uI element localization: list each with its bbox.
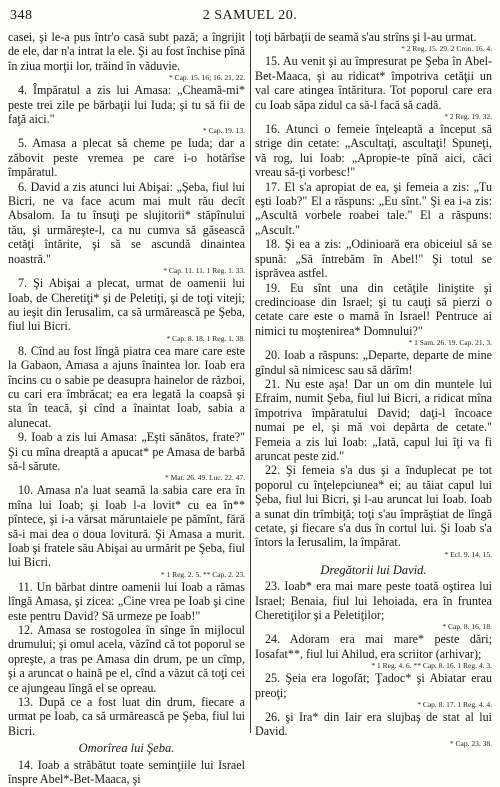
verse-text: 12. Amasa se rostogolea în sînge în mijlocul drumului; şi omul acela, văzînd că tot poporul se opreşte, a tras pe Amasa din drum, pe un cîmp, şi a aruncat o haină pe el, cînd a văzut că toţi cei ce ajungeau lîngă el se opreau. bbox=[8, 623, 245, 695]
cross-reference: * Mat. 26. 49. Luc. 22. 47. bbox=[165, 473, 245, 483]
verse-paragraph bbox=[8, 580, 245, 623]
left-column bbox=[8, 30, 245, 787]
verse-paragraph bbox=[255, 579, 492, 622]
section-heading: Dregătorii lui David. bbox=[320, 562, 427, 577]
cross-reference: * Cap. 19. 13. bbox=[202, 126, 245, 136]
cross-reference: * Cap. 8. 16, 18. bbox=[442, 622, 492, 632]
cross-reference: * 1 Sam. 26. 19. Cap. 21. 3. bbox=[408, 338, 492, 348]
verse-paragraph bbox=[8, 430, 245, 473]
verse-paragraph bbox=[8, 180, 245, 266]
verse-text: 26. şi Ira* din Iair era slujbaş de stat al lui David. bbox=[255, 710, 492, 739]
column-divider bbox=[250, 31, 251, 733]
verse-text: 4. Împăratul a zis lui Amasa: „Cheamă-mi* peste trei zile pe bărbaţii lui Iuda; şi tu să fii de faţă aici." bbox=[8, 83, 245, 127]
verse-paragraph bbox=[255, 632, 492, 661]
cross-reference: * Ecl. 9. 14, 15. bbox=[444, 549, 492, 559]
verse-paragraph bbox=[8, 695, 245, 738]
cross-reference: * Cap. 15. 16; 16. 21, 22. bbox=[168, 73, 245, 83]
verse-paragraph bbox=[255, 54, 492, 112]
page-header bbox=[10, 8, 490, 26]
cross-reference: * 1 Reg. 4. 6. ** Cap. 8. 16. 1 Reg. 4. 3. bbox=[371, 661, 492, 671]
verse-continuation bbox=[8, 30, 245, 73]
verse-paragraph bbox=[255, 281, 492, 339]
verse-paragraph bbox=[8, 136, 245, 179]
cross-reference: * Cap. 23. 38. bbox=[449, 738, 492, 748]
verse-text: 24. Adoram era mai mare* peste dări; Iosafat**, fiul lui Ahilud, era scriitor (arhivar); bbox=[255, 632, 492, 661]
verse-paragraph bbox=[255, 348, 492, 377]
verse-paragraph bbox=[8, 276, 245, 334]
cross-reference: * 2 Reg. 15. 29. 2 Cron. 16. 4. bbox=[401, 44, 492, 54]
verse-text: toţi bărbaţii de seamă s'au strîns şi l-au urmat. bbox=[255, 30, 477, 44]
verse-text: 21. Nu este aşa! Dar un om din muntele lui Efraim, numit Şeba, fiul lui Bicri, a ridicat mîna împotriva împăratului David; daţi-l încoace numai pe el, şi mă voi depărta de cetate." Femeia a zis lui Ioab: „Iată, capul lui îţi va fi aruncat peste zid." bbox=[255, 376, 492, 463]
cross-reference: * 2 Reg. 19. 32. bbox=[444, 112, 492, 122]
verse-text: 15. Au venit şi au împresurat pe Şeba în Abel-Bet-Maaca, şi au ridicat* împotriva cetăţii un val care atingea întăritura. Tot poporul care era cu Ioab săpa zidul ca să-l facă să cadă. bbox=[255, 54, 492, 112]
cross-reference: * Cap. 11. 11. 1 Reg. 1. 33. bbox=[163, 266, 245, 276]
verse-text: 25. Şeia era logofăt; Ţadoc* şi Abiatar erau preoţi; bbox=[255, 671, 492, 700]
verse-paragraph bbox=[8, 483, 245, 569]
verse-text: casei, şi le-a pus într'o casă subt pază; a îngrijit de ele, dar n'a intrat la ele. Şi au fost închise pînă în ziua morţii lor, trăind în văduvie. bbox=[8, 30, 245, 73]
verse-paragraph bbox=[8, 344, 245, 430]
cross-reference: * 1 Reg. 2. 5. ** Cap. 2. 23. bbox=[160, 569, 245, 579]
right-column bbox=[255, 30, 492, 748]
page-number: 348 bbox=[10, 8, 33, 23]
verse-text: 14. Ioab a străbătut toate seminţiile lui Israel înspre Abel*-Bet-Maaca, şi bbox=[8, 757, 245, 787]
verse-text: 20. Ioab a răspuns: „Departe, departe de mine gîndul să nimicesc sau să dărîm! bbox=[255, 348, 492, 377]
verse-text: 19. Eu sînt una din cetăţile liniştite şi credincioase din Israel; şi tu cauţi să pierzi o cetate care este o mamă în Israel! Pentruce ai nimici tu moştenirea* Domnului?" bbox=[255, 280, 492, 338]
cross-reference: * Cap. 8. 18. 1 Reg. 1. 38. bbox=[166, 333, 245, 343]
verse-paragraph bbox=[255, 122, 492, 180]
verse-text: 22. Şi femeia s'a dus şi a înduplecat pe tot poporul cu înţelepciunea* ei; au tăiat capul lui Şeba, fiul lui Bicri, şi l-au aruncat lui Ioab. Ioab a sunat din trîmbiţă; toţi s'au împrăştiat de lîngă cetate, şi fiecare s'a dus în cortul lui. Şi Ioab s'a întors la Ierusalim, la împărat. bbox=[255, 463, 492, 550]
verse-text: 5. Amasa a plecat să cheme pe Iuda; dar a zăbovit peste vremea pe care i-o hotărîse împăratul. bbox=[8, 136, 245, 180]
verse-text: 8. Cînd au fost lîngă piatra cea mare care este la Gabaon, Amasa a ajuns înaintea lor. Ioab era încins cu o sabie pe deasupra hainelor de război, cu cari era îmbrăcat; ea era legată la coapsă şi sta în teacă, şi cînd a înaintat Ioab, sabia a alunecat. bbox=[8, 343, 245, 430]
verse-paragraph bbox=[255, 377, 492, 463]
running-title: 2 SAMUEL 20. bbox=[202, 8, 298, 23]
verse-paragraph bbox=[255, 463, 492, 549]
verse-text: 9. Ioab a zis lui Amasa: „Eşti sănătos, frate?" Şi cu mîna dreaptă a apucat* pe Amasa de barbă să-l sărute. bbox=[8, 430, 245, 473]
verse-paragraph bbox=[8, 758, 245, 787]
section-heading: Omorîrea lui Şeba. bbox=[78, 741, 175, 756]
verse-text: 17. El s'a apropiat de ea, şi femeia a zis: „Tu eşti Ioab?" El a răspuns: „Eu sînt." Şi ea i-a zis: „Ascultă vorbele roabei tale." El a răspuns: „Ascult." bbox=[255, 179, 492, 237]
verse-text: 6. David a zis atunci lui Abişai: „Şeba, fiul lui Bicri, ne va face acum mai mult rău decît Absalom. Ia tu însuţi pe slujitorii* stăpînului tău, şi urmăreşte-l, ca nu cumva să găsească cetăţi întărite, şi să se ascundă dinaintea noastră." bbox=[8, 179, 245, 266]
verse-text: 18. Şi ea a zis: „Odinioară era obiceiul să se spună: „Să întrebăm în Abel!" Şi totul se isprăvea astfel. bbox=[255, 237, 492, 281]
verse-paragraph bbox=[255, 710, 492, 739]
verse-paragraph bbox=[255, 671, 492, 700]
cross-reference: * Cap. 8. 17. 1 Reg. 4. 4. bbox=[417, 700, 492, 710]
verse-text: 16. Atunci o femeie înţeleaptă a început să strige din cetate: „Ascultaţi, ascultaţi! Spuneţi, vă rog, lui Ioab: „Apropie-te pînă aici, căci vreau să-ţi vorbesc!" bbox=[255, 122, 492, 180]
verse-text: 7. Şi Abişai a plecat, urmat de oamenii lui Ioab, de Cheretiţi* şi de Peletiţi, şi de toţi viteji; au ieşit din Ierusalim, ca să urmărească pe Şeba, fiul lui Bicri. bbox=[8, 276, 245, 334]
verse-paragraph bbox=[255, 237, 492, 280]
verse-paragraph bbox=[8, 83, 245, 126]
verse-paragraph bbox=[255, 180, 492, 238]
verse-text: 10. Amasa n'a luat seamă la sabia care era în mîna lui Ioab; şi Ioab l-a lovit* cu ea în** pîntece, şi i-a vărsat măruntaiele pe pămînt, fără să-i mai dea o doua lovitură. Şi Amasa a murit. Ioab şi fratele său Abişai au urmărit pe Şeba, fiul lui Bicri. bbox=[8, 483, 245, 570]
verse-text: 11. Un bărbat dintre oamenii lui Ioab a rămas lîngă Amasa, şi zicea: „Cine vrea pe Ioab şi cine este pentru David? Să urmeze pe Ioab!" bbox=[8, 579, 245, 623]
text-columns bbox=[8, 30, 492, 787]
verse-paragraph bbox=[8, 623, 245, 695]
verse-continuation bbox=[255, 30, 492, 44]
verse-text: 23. Ioab* era mai mare peste toată oştirea lui Israel; Benaia, fiul lui Iehoiada, era în fruntea Cheretiţilor şi a Peletiţilor; bbox=[255, 579, 492, 623]
verse-text: 13. După ce a fost luat din drum, fiecare a urmat pe Ioab, ca să urmărească pe Şeba, fiul lui Bicri. bbox=[8, 695, 245, 738]
